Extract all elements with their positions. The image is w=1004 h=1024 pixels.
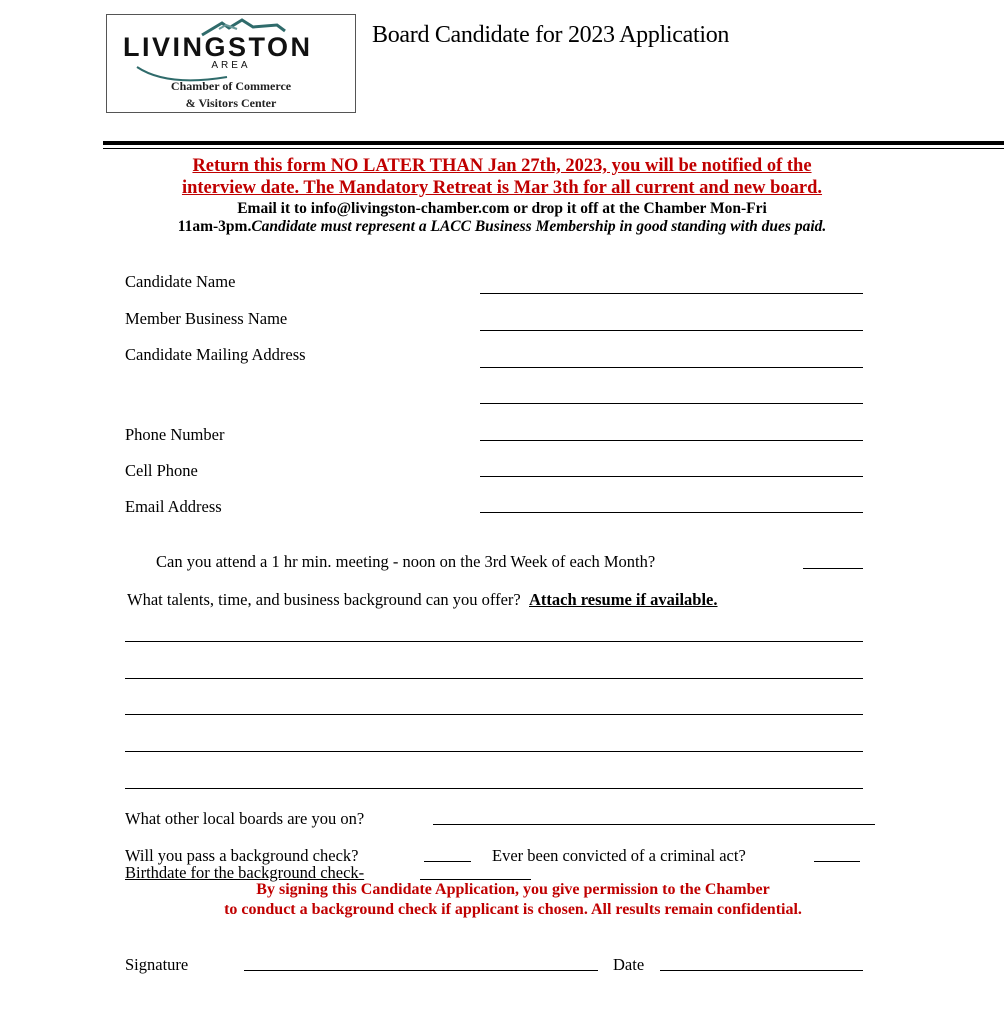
candidate-name-label: Candidate Name	[125, 272, 236, 291]
business-name-label: Member Business Name	[125, 309, 288, 328]
candidate-name-field[interactable]	[480, 293, 863, 294]
signature-label: Signature	[125, 955, 189, 974]
submission-instructions: Email it to info@livingston-chamber.com or drop it off at the Chamber Mon-Fri	[237, 200, 767, 217]
email-label: Email Address	[125, 497, 222, 516]
signature-field[interactable]	[244, 970, 598, 971]
cell-phone-field[interactable]	[480, 476, 863, 477]
other-boards-question: What other local boards are you on?	[125, 809, 365, 828]
talents-answer-line-3[interactable]	[125, 714, 863, 715]
meeting-question: Can you attend a 1 hr min. meeting - noon on the 3rd Week of each Month?	[156, 552, 656, 571]
deadline-notice-line-2: interview date. The Mandatory Retreat is Mar 3th for all current and new board.	[181, 178, 823, 198]
talents-answer-line-4[interactable]	[125, 751, 863, 752]
logo-area-text: AREA	[211, 60, 251, 71]
talents-question: What talents, time, and business background can you offer? Attach resume if available.	[127, 590, 718, 609]
business-name-field[interactable]	[480, 330, 863, 331]
mailing-address-label: Candidate Mailing Address	[125, 345, 306, 364]
background-check-field[interactable]	[424, 861, 471, 862]
date-label: Date	[613, 955, 645, 974]
meeting-answer-field[interactable]	[803, 568, 863, 569]
logo-wordmark: LIVINGSTON	[123, 32, 313, 62]
other-boards-field[interactable]	[433, 824, 875, 825]
deadline-notice-line-1: Return this form NO LATER THAN Jan 27th, 2023, you will be notified of the	[192, 156, 812, 176]
chamber-logo	[106, 14, 356, 113]
document-title: Board Candidate for 2023 Application	[372, 22, 730, 48]
header-divider-thin	[103, 148, 1004, 149]
email-field[interactable]	[480, 512, 863, 513]
phone-field[interactable]	[480, 440, 863, 441]
talents-answer-line-1[interactable]	[125, 641, 863, 642]
phone-label: Phone Number	[125, 425, 225, 444]
mailing-address-field-1[interactable]	[480, 367, 863, 368]
date-field[interactable]	[660, 970, 863, 971]
convicted-field[interactable]	[814, 861, 860, 862]
talents-answer-line-2[interactable]	[125, 678, 863, 679]
consent-notice-line-2: to conduct a background check if applicant is chosen. All results remain confidential.	[224, 901, 802, 918]
attach-resume-note: Attach resume if available.	[529, 590, 718, 609]
talents-answer-line-5[interactable]	[125, 788, 863, 789]
logo-subtitle-1: Chamber of Commerce	[170, 79, 292, 93]
birthdate-label: Birthdate for the background check-	[125, 863, 365, 882]
mailing-address-field-2[interactable]	[480, 403, 863, 404]
header-divider-thick	[103, 141, 1004, 145]
birthdate-field[interactable]	[420, 879, 531, 880]
logo-subtitle-2: & Visitors Center	[185, 96, 277, 110]
convicted-question: Ever been convicted of a criminal act?	[492, 846, 746, 865]
background-check-question: Will you pass a background check?	[125, 846, 359, 865]
cell-phone-label: Cell Phone	[125, 461, 198, 480]
membership-requirement: 11am-3pm.Candidate must represent a LACC Business Membership in good standing with dues paid.	[177, 218, 827, 235]
consent-notice-line-1: By signing this Candidate Application, you give permission to the Chamber	[256, 881, 770, 898]
